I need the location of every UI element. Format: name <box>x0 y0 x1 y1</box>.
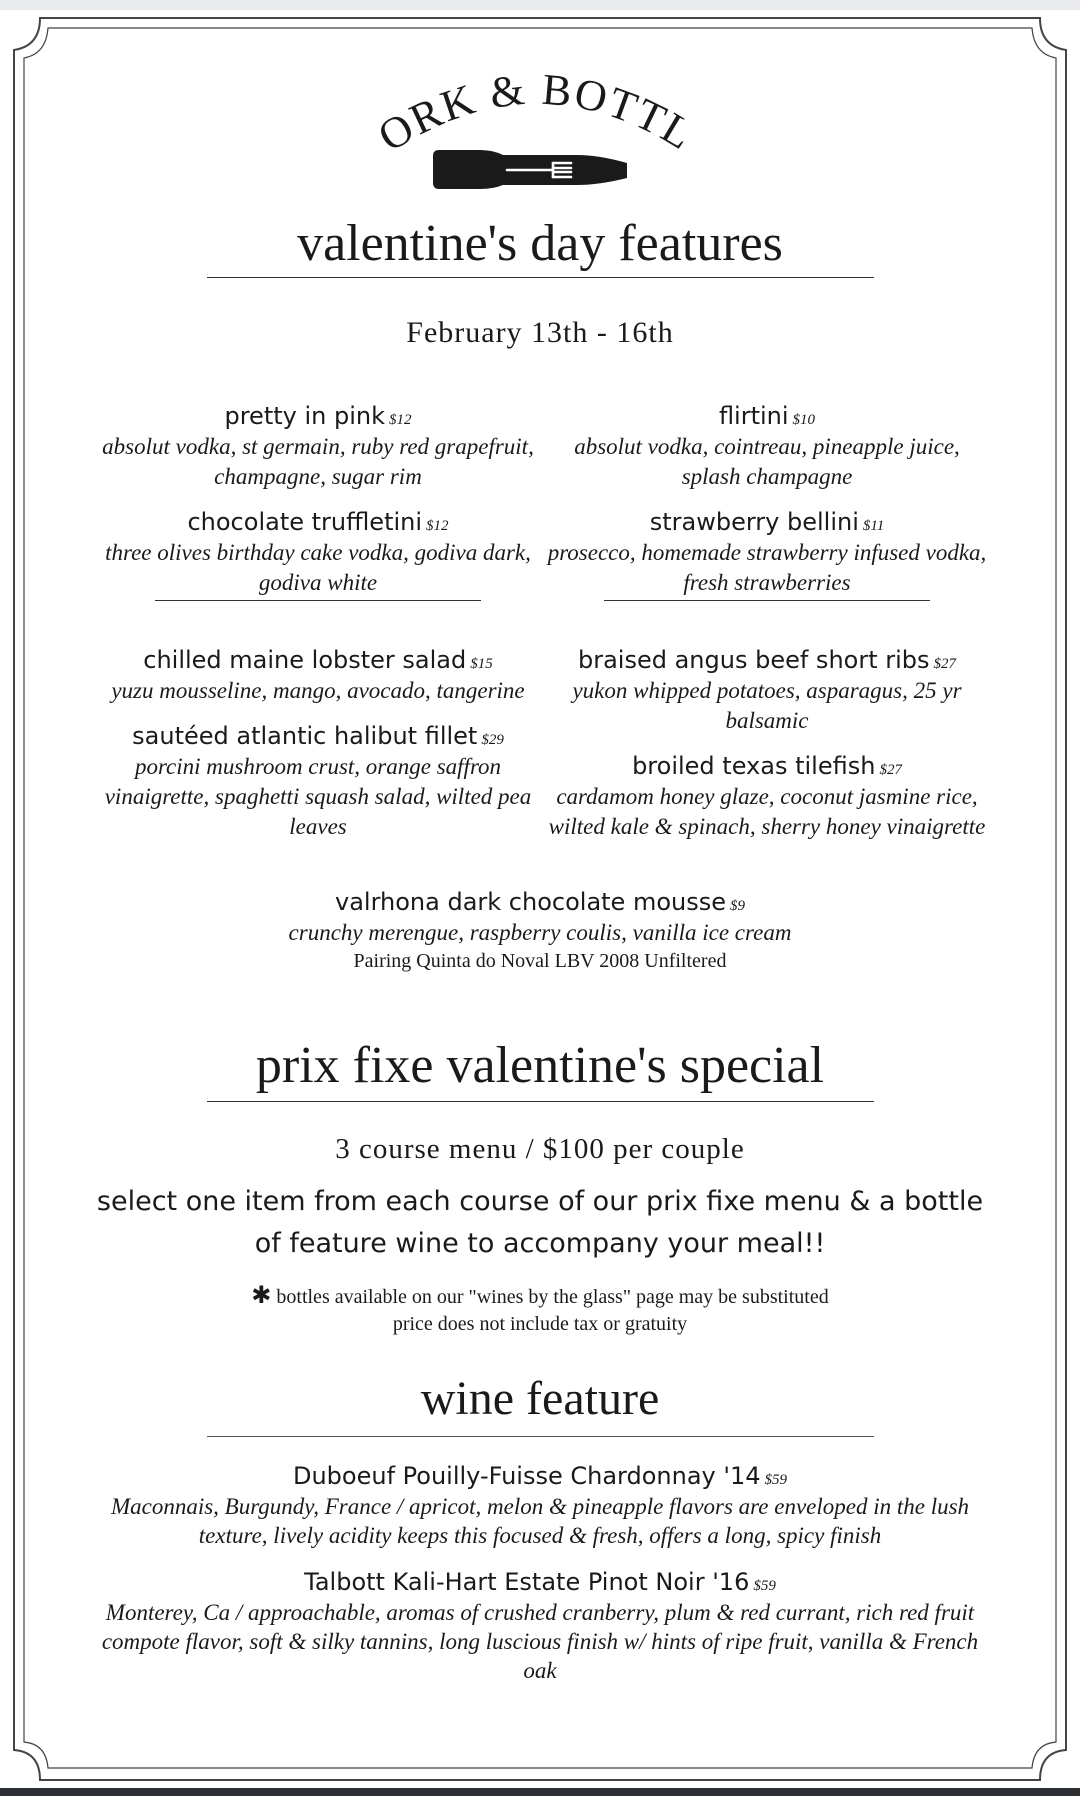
features-title: valentine's day features <box>297 215 783 272</box>
substitution-note: bottles available on our "wines by the glass" page may be substituted <box>276 1286 829 1308</box>
item-price: $10 <box>792 412 816 428</box>
item-name: strawberry bellini <box>649 508 859 536</box>
item-price: $9 <box>730 898 745 914</box>
item-name: chilled maine lobster salad <box>143 646 467 674</box>
item-description: cardamom honey glaze, coconut jasmine rice, wilted kale & spinach, sherry honey vinaigrette <box>548 784 986 839</box>
item-name: braised angus beef short ribs <box>577 646 930 674</box>
wine-name: Duboeuf Pouilly-Fuisse Chardonnay '14 <box>292 1462 761 1490</box>
item-price: $29 <box>481 732 504 748</box>
item-description: prosecco, homemade strawberry infused vodka, fresh strawberries <box>547 540 987 595</box>
item-name: pretty in pink <box>224 402 385 430</box>
menu-item <box>98 400 538 492</box>
item-description: porcini mushroom crust, orange saffron vinaigrette, spaghetti squash salad, wilted pea leaves <box>104 754 532 839</box>
item-price: $27 <box>879 762 902 778</box>
item-description: yuzu mousseline, mango, avocado, tangerine <box>111 678 525 703</box>
bottom-edge <box>0 1788 1080 1796</box>
asterisk-icon: ✱ <box>251 1281 272 1309</box>
item-description: absolut vodka, cointreau, pineapple juice, splash champagne <box>574 434 960 489</box>
menu-item <box>547 400 987 492</box>
features-title-rule <box>207 277 874 278</box>
menu-item <box>547 506 987 598</box>
prix-fixe-subtitle: 3 course menu / $100 per couple <box>335 1133 745 1165</box>
item-name: chocolate truffletini <box>187 508 423 536</box>
dessert-pairing: Pairing Quinta do Noval LBV 2008 Unfiltered <box>353 950 727 972</box>
wine-feature-title: wine feature <box>420 1372 660 1425</box>
drinks-right-column <box>547 400 987 601</box>
menu-item <box>547 644 987 736</box>
item-price: $27 <box>933 656 957 672</box>
dessert-item <box>0 886 1080 973</box>
prix-fixe-title: prix fixe valentine's special <box>255 1037 825 1094</box>
logo-text: ORK & BOTTL <box>375 75 700 162</box>
bottle-fork-icon <box>433 150 627 189</box>
wine-description: Maconnais, Burgundy, France / apricot, melon & pineapple flavors are enveloped in the lush texture, lively acidity keeps this focused & fresh, offers a long, spicy finish <box>110 1494 970 1548</box>
menu-item <box>547 750 987 842</box>
item-name: flirtini <box>718 402 789 430</box>
prix-fixe-description: select one item from each course of our prix fixe menu & a bottle of feature wine to accompany your meal!! <box>96 1186 984 1259</box>
menu-item <box>98 644 538 706</box>
item-description: crunchy merengue, raspberry coulis, vanilla ice cream <box>288 920 792 945</box>
prix-fixe-description-wrap <box>0 1181 1080 1265</box>
wine-price: $59 <box>753 1578 776 1594</box>
food-right-column <box>547 644 987 856</box>
prix-fixe-notes <box>0 1282 1080 1338</box>
item-name: valrhona dark chocolate mousse <box>335 888 726 916</box>
item-description: three olives birthday cake vodka, godiva dark, godiva white <box>105 540 531 595</box>
wine-feature-rule <box>207 1436 874 1437</box>
item-price: $11 <box>862 518 885 534</box>
item-price: $12 <box>426 518 449 534</box>
prix-fixe-rule <box>207 1101 874 1102</box>
drinks-rule <box>604 600 930 601</box>
item-name: broiled texas tilefish <box>632 752 876 780</box>
wine-price: $59 <box>764 1472 788 1488</box>
wine-item <box>0 1566 1080 1685</box>
wine-item <box>0 1460 1080 1550</box>
drinks-rule <box>155 600 481 601</box>
menu-item <box>98 506 538 598</box>
item-name: sautéed atlantic halibut fillet <box>132 722 478 750</box>
item-description: absolut vodka, st germain, ruby red grapefruit, champagne, sugar rim <box>102 434 534 489</box>
item-price: $12 <box>389 412 412 428</box>
menu-item <box>98 720 538 842</box>
features-dates: February 13th - 16th <box>406 316 674 349</box>
wine-description: Monterey, Ca / approachable, aromas of crushed cranberry, plum & red currant, rich red fruit compote flavor, soft & silky tannins, long luscious finish w/ hints of ripe fruit, vanilla & French oak <box>101 1600 979 1683</box>
item-description: yukon whipped potatoes, asparagus, 25 yr balsamic <box>572 678 962 733</box>
food-left-column <box>98 644 538 856</box>
tax-note: price does not include tax or gratuity <box>392 1313 688 1335</box>
item-price: $15 <box>470 656 493 672</box>
wine-name: Talbott Kali-Hart Estate Pinot Noir '16 <box>304 1568 750 1596</box>
fork-and-bottle-logo <box>375 75 700 195</box>
drinks-left-column <box>98 400 538 601</box>
